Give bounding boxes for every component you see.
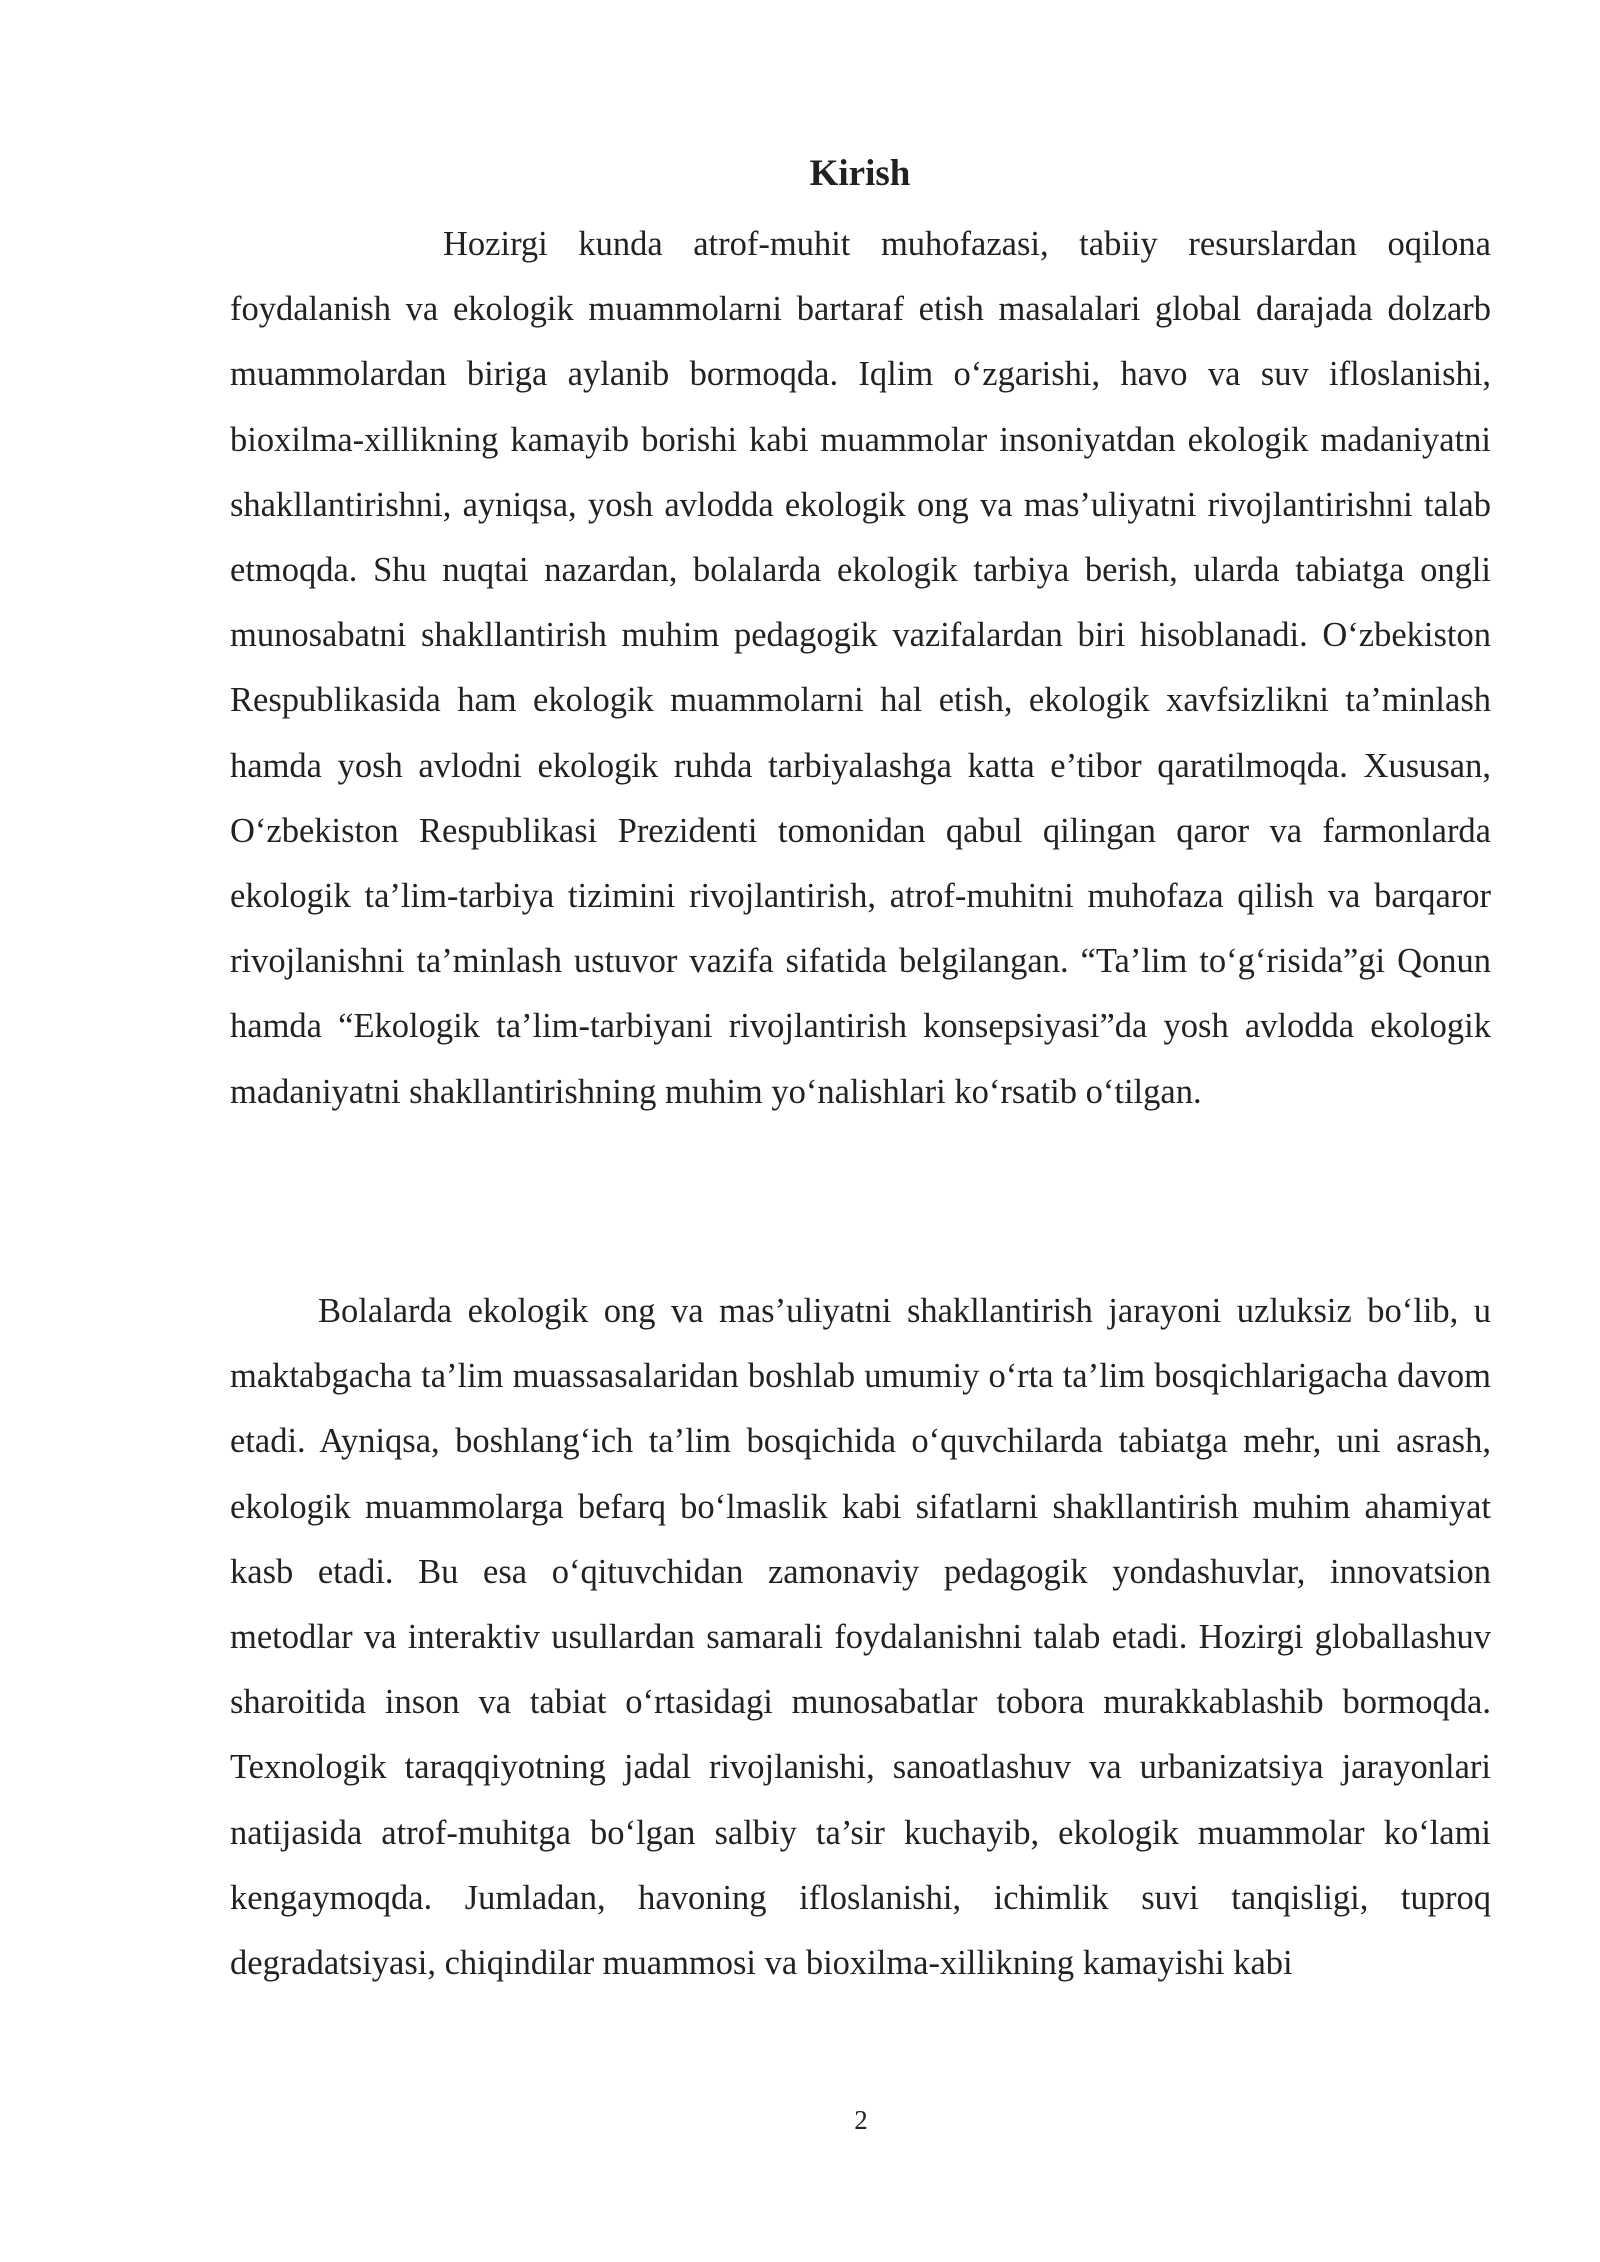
page-number: 2 (854, 2105, 868, 2135)
paragraph-ecological-awareness: Bolalarda ekologik ong va mas’uliyatni shakllantirish jarayoni uzluksiz bo‘lib, u maktabgacha ta’lim muassasalaridan boshlab umumiy o‘rta ta’lim bosqichlarigacha davom etadi. Ayniqsa, boshlang‘ich ta’lim bosqichida o‘quvchilarda tabiatga mehr, uni asrash, ekologik muammolarga befarq bo‘lmaslik kabi sifatlarni shakllantirish muhim ahamiyat kasb etadi. Bu esa o‘qituvchidan zamonaviy pedagogik yondashuvlar, innovatsion metodlar va interaktiv usullardan samarali foydalanishni talab etadi. Hozirgi globallashuv sharoitida inson va tabiat o‘rtasidagi munosabatlar tobora murakkablashib bormoqda. Texnologik taraqqiyotning jadal rivojlanishi, sanoatlashuv va urbanizatsiya jarayonlari natijasida atrof-muhitga bo‘lgan salbiy ta’sir kuchayib, ekologik muammolar ko‘lami kengaymoqda. Jumladan, havoning ifloslanishi, ichimlik suvi tanqisligi, tuproq degradatsiyasi, chiqindilar muammosi va bioxilma-xillikning kamayishi kabi (230, 1292, 1491, 1983)
paragraph-introduction: Hozirgi kunda atrof-muhit muhofazasi, tabiiy resurslardan oqilona foydalanish va ekologik muammolarni bartaraf etish masalalari global darajada dolzarb muammolardan biriga aylanib bormoqda. Iqlim o‘zgarishi, havo va suv ifloslanishi, bioxilma-xillikning kamayib borishi kabi muammolar insoniyatdan ekologik madaniyatni shakllantirishni, ayniqsa, yosh avlodda ekologik ong va mas’uliyatni rivojlantirishni talab etmoqda. Shu nuqtai nazardan, bolalarda ekologik tarbiya berish, ularda tabiatga ongli munosabatni shakllantirish muhim pedagogik vazifalardan biri hisoblanadi. O‘zbekiston Respublikasida ham ekologik muammolarni hal etish, ekologik xavfsizlikni ta’minlash hamda yosh avlodni ekologik ruhda tarbiyalashga katta e’tibor qaratilmoqda. Xususan, O‘zbekiston Respublikasi Prezidenti tomonidan qabul qilingan qaror va farmonlarda ekologik ta’lim-tarbiya tizimini rivojlantirish, atrof-muhitni muhofaza qilish va barqaror rivojlanishni ta’minlash ustuvor vazifa sifatida belgilangan. “Ta’lim to‘g‘risida”gi Qonun hamda “Ekologik ta’lim-tarbiyani rivojlantirish konsepsiyasi”da yosh avlodda ekologik madaniyatni shakllantirishning muhim yo‘nalishlari ko‘rsatib o‘tilgan. (230, 225, 1491, 1111)
section-heading: Kirish (809, 153, 911, 194)
